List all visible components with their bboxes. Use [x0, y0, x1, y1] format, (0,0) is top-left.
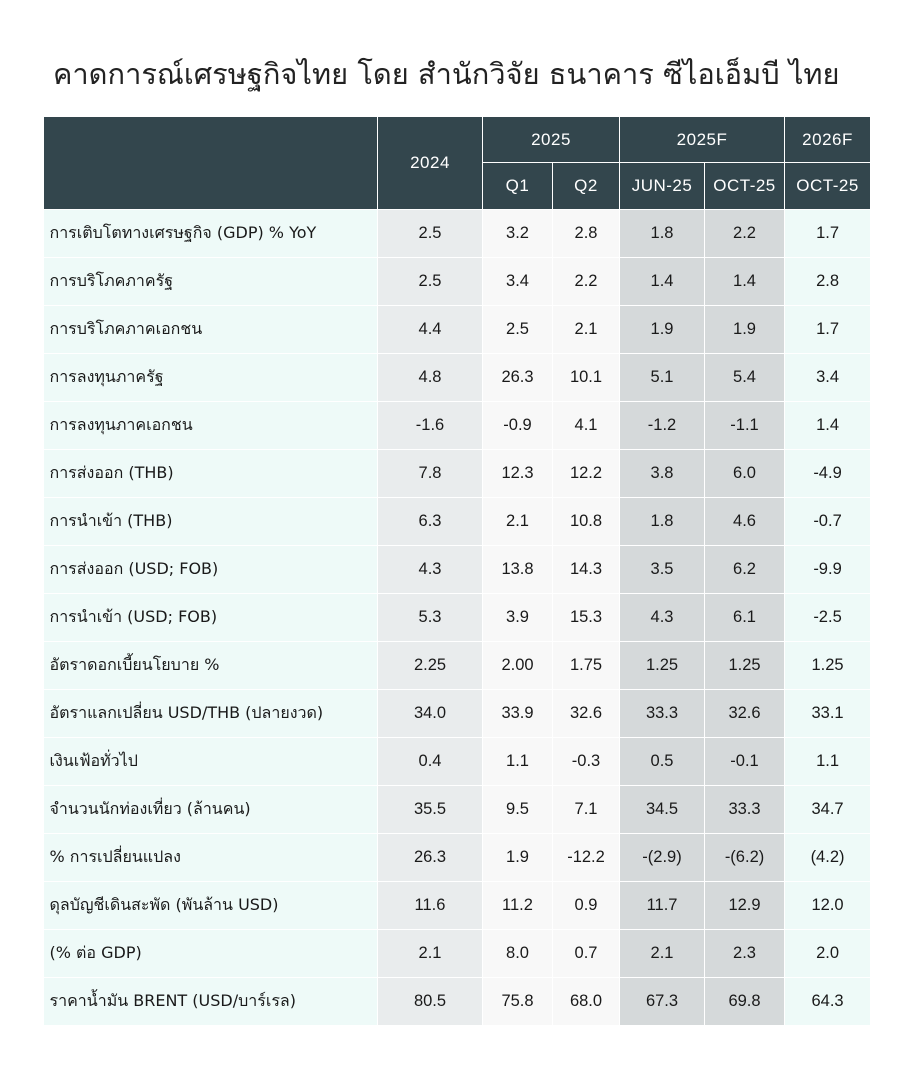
cell-2024: 7.8: [378, 450, 483, 498]
table-row: [44, 642, 871, 690]
cell-oct25: 33.3: [705, 786, 785, 834]
table-row: [44, 978, 871, 1026]
cell-q2: 1.75: [553, 642, 620, 690]
cell-oct25: 6.1: [705, 594, 785, 642]
row-label: การบริโภคภาครัฐ: [44, 258, 378, 306]
row-label: % การเปลี่ยนแปลง: [44, 834, 378, 882]
cell-q1: 1.9: [483, 834, 553, 882]
table-row: [44, 786, 871, 834]
cell-oct25: 12.9: [705, 882, 785, 930]
cell-2024: 5.3: [378, 594, 483, 642]
cell-oct25: 4.6: [705, 498, 785, 546]
cell-2026f: 1.7: [785, 210, 871, 258]
row-label: การลงทุนภาคเอกชน: [44, 402, 378, 450]
cell-jun25: 0.5: [620, 738, 705, 786]
cell-2024: 80.5: [378, 978, 483, 1026]
row-label: การส่งออก (USD; FOB): [44, 546, 378, 594]
cell-2026f: -9.9: [785, 546, 871, 594]
row-label: จำนวนนักท่องเที่ยว (ล้านคน): [44, 786, 378, 834]
cell-jun25: -1.2: [620, 402, 705, 450]
cell-jun25: 2.1: [620, 930, 705, 978]
cell-2026f: -2.5: [785, 594, 871, 642]
cell-jun25: 33.3: [620, 690, 705, 738]
cell-jun25: 3.8: [620, 450, 705, 498]
cell-q2: 7.1: [553, 786, 620, 834]
header-label-column: [44, 117, 378, 210]
cell-2024: 34.0: [378, 690, 483, 738]
cell-2026f: 33.1: [785, 690, 871, 738]
cell-oct25: 2.3: [705, 930, 785, 978]
table-body: [44, 210, 871, 1026]
table-row: [44, 402, 871, 450]
cell-2024: 2.1: [378, 930, 483, 978]
cell-jun25: 1.9: [620, 306, 705, 354]
cell-2026f: 1.1: [785, 738, 871, 786]
cell-2024: 2.5: [378, 210, 483, 258]
forecast-table: [43, 116, 871, 1026]
row-label: (% ต่อ GDP): [44, 930, 378, 978]
cell-2024: 4.8: [378, 354, 483, 402]
table-row: [44, 210, 871, 258]
cell-oct25: 6.0: [705, 450, 785, 498]
cell-q1: 8.0: [483, 930, 553, 978]
cell-oct25: 1.9: [705, 306, 785, 354]
table-row: [44, 738, 871, 786]
cell-2026f: 34.7: [785, 786, 871, 834]
row-label: การเติบโตทางเศรษฐกิจ (GDP) % YoY: [44, 210, 378, 258]
cell-2024: 2.5: [378, 258, 483, 306]
cell-jun25: 4.3: [620, 594, 705, 642]
row-label: การส่งออก (THB): [44, 450, 378, 498]
cell-2026f: 1.25: [785, 642, 871, 690]
cell-oct25: 1.4: [705, 258, 785, 306]
cell-q1: 3.9: [483, 594, 553, 642]
cell-oct25: 6.2: [705, 546, 785, 594]
row-label: อัตราดอกเบี้ยนโยบาย %: [44, 642, 378, 690]
table-row: [44, 546, 871, 594]
cell-2024: 26.3: [378, 834, 483, 882]
cell-2024: 35.5: [378, 786, 483, 834]
cell-oct25: -1.1: [705, 402, 785, 450]
cell-oct25: 32.6: [705, 690, 785, 738]
cell-jun25: 67.3: [620, 978, 705, 1026]
cell-2026f: -4.9: [785, 450, 871, 498]
table-row: [44, 834, 871, 882]
cell-jun25: 34.5: [620, 786, 705, 834]
cell-q2: 32.6: [553, 690, 620, 738]
table-row: [44, 594, 871, 642]
cell-2026f: 3.4: [785, 354, 871, 402]
cell-jun25: -(2.9): [620, 834, 705, 882]
cell-2026f: (4.2): [785, 834, 871, 882]
cell-q1: 75.8: [483, 978, 553, 1026]
cell-q2: 0.9: [553, 882, 620, 930]
cell-jun25: 1.8: [620, 210, 705, 258]
table-row: [44, 498, 871, 546]
table-row: [44, 690, 871, 738]
row-label: ราคาน้ำมัน BRENT (USD/บาร์เรล): [44, 978, 378, 1026]
cell-2026f: 1.7: [785, 306, 871, 354]
cell-jun25: 5.1: [620, 354, 705, 402]
cell-q1: 3.4: [483, 258, 553, 306]
cell-jun25: 3.5: [620, 546, 705, 594]
header-oct25-2026: OCT-25: [785, 163, 871, 210]
table-row: [44, 354, 871, 402]
cell-jun25: 1.4: [620, 258, 705, 306]
table-row: [44, 882, 871, 930]
header-q1: Q1: [483, 163, 553, 210]
cell-q2: 10.1: [553, 354, 620, 402]
cell-q2: 14.3: [553, 546, 620, 594]
cell-2026f: -0.7: [785, 498, 871, 546]
cell-q1: 13.8: [483, 546, 553, 594]
cell-q2: 12.2: [553, 450, 620, 498]
cell-q2: 2.2: [553, 258, 620, 306]
cell-oct25: -(6.2): [705, 834, 785, 882]
header-jun25: JUN-25: [620, 163, 705, 210]
cell-q2: 0.7: [553, 930, 620, 978]
cell-q2: 2.1: [553, 306, 620, 354]
cell-q1: 26.3: [483, 354, 553, 402]
cell-q1: 9.5: [483, 786, 553, 834]
cell-oct25: 69.8: [705, 978, 785, 1026]
cell-2024: 4.4: [378, 306, 483, 354]
cell-2026f: 2.8: [785, 258, 871, 306]
cell-2024: 4.3: [378, 546, 483, 594]
cell-q2: 4.1: [553, 402, 620, 450]
table-header: [44, 117, 871, 210]
page-title: คาดการณ์เศรษฐกิจไทย โดย สำนักวิจัย ธนาคาร ซีไอเอ็มบี ไทย: [53, 57, 840, 91]
cell-oct25: 5.4: [705, 354, 785, 402]
header-2024: 2024: [378, 117, 483, 210]
cell-oct25: 1.25: [705, 642, 785, 690]
cell-q1: 11.2: [483, 882, 553, 930]
row-label: การนำเข้า (USD; FOB): [44, 594, 378, 642]
cell-q1: 33.9: [483, 690, 553, 738]
cell-q2: 15.3: [553, 594, 620, 642]
header-oct25: OCT-25: [705, 163, 785, 210]
cell-q2: -0.3: [553, 738, 620, 786]
cell-q1: 3.2: [483, 210, 553, 258]
cell-jun25: 1.25: [620, 642, 705, 690]
table-row: [44, 450, 871, 498]
cell-2024: 6.3: [378, 498, 483, 546]
table-row: [44, 258, 871, 306]
cell-2026f: 2.0: [785, 930, 871, 978]
cell-2024: 11.6: [378, 882, 483, 930]
cell-2026f: 1.4: [785, 402, 871, 450]
table-row: [44, 930, 871, 978]
cell-q1: 1.1: [483, 738, 553, 786]
row-label: การบริโภคภาคเอกชน: [44, 306, 378, 354]
cell-oct25: 2.2: [705, 210, 785, 258]
cell-jun25: 1.8: [620, 498, 705, 546]
cell-q1: -0.9: [483, 402, 553, 450]
cell-q1: 2.1: [483, 498, 553, 546]
row-label: เงินเฟ้อทั่วไป: [44, 738, 378, 786]
row-label: การนำเข้า (THB): [44, 498, 378, 546]
cell-2026f: 64.3: [785, 978, 871, 1026]
header-group-2026f: 2026F: [785, 117, 871, 163]
row-label: ดุลบัญชีเดินสะพัด (พันล้าน USD): [44, 882, 378, 930]
cell-q2: 2.8: [553, 210, 620, 258]
row-label: การลงทุนภาครัฐ: [44, 354, 378, 402]
cell-2026f: 12.0: [785, 882, 871, 930]
header-q2: Q2: [553, 163, 620, 210]
cell-q1: 12.3: [483, 450, 553, 498]
row-label: อัตราแลกเปลี่ยน USD/THB (ปลายงวด): [44, 690, 378, 738]
cell-q1: 2.5: [483, 306, 553, 354]
cell-q2: -12.2: [553, 834, 620, 882]
cell-2024: -1.6: [378, 402, 483, 450]
header-group-2025: 2025: [483, 117, 620, 163]
header-group-2025f: 2025F: [620, 117, 785, 163]
table-row: [44, 306, 871, 354]
cell-q2: 68.0: [553, 978, 620, 1026]
cell-2024: 0.4: [378, 738, 483, 786]
cell-q1: 2.00: [483, 642, 553, 690]
cell-oct25: -0.1: [705, 738, 785, 786]
cell-2024: 2.25: [378, 642, 483, 690]
cell-q2: 10.8: [553, 498, 620, 546]
cell-jun25: 11.7: [620, 882, 705, 930]
